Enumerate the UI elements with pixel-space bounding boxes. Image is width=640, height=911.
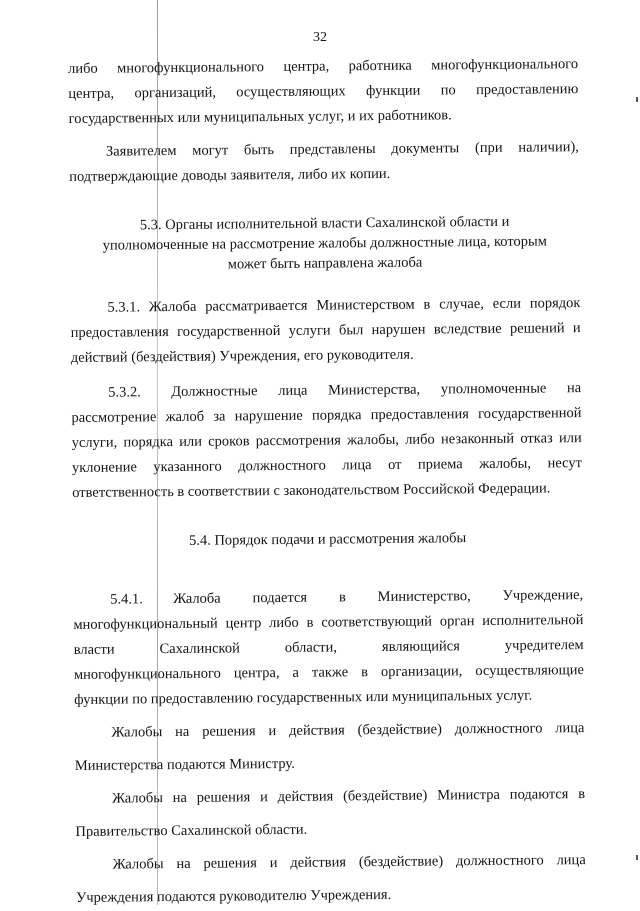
clause-text: Жалоба подается в Министерство, Учреждение, <box>173 587 584 608</box>
text-line: центра, организаций, осуществляющих функции по предоставлению <box>68 81 579 102</box>
document-body <box>68 52 586 911</box>
text-line: ответственность в соответствии с законодательством Российской Федерации. <box>72 480 551 501</box>
clause-text: Должностные лица Министерства, уполномоченные на <box>171 380 582 401</box>
text-line: действий (бездействия) Учреждения, его руководителя. <box>70 346 414 366</box>
text-line: уклонение указанного должностного лица от приема жалобы, несут <box>71 455 582 476</box>
text-line: функции по предоставлению государственных или муниципальных услуг. <box>74 687 533 708</box>
page-number: 32 <box>313 30 327 45</box>
text-line: 5.3.1. Жалоба рассматривается Министерством в случае, если порядок <box>107 295 581 316</box>
text-line: власти Сахалинской области, являющийся учредителем <box>73 637 584 658</box>
text-line: Жалобы на решения и действия (бездействие) должностного лица <box>111 720 585 741</box>
text-line: Жалобы на решения и действия (бездействие) должностного лица <box>112 852 586 873</box>
text-line: многофункционального центра, а также в организации, осуществляющие <box>73 662 584 683</box>
text-line: либо многофункционального центра, работника многофункционального <box>68 56 579 77</box>
heading-line: может быть направлена жалоба <box>227 254 423 273</box>
text-line: Заявителем могут быть представлены документы (при наличии), <box>105 139 579 160</box>
text-line: услуги, порядка или сроков рассмотрения жалобы, либо незаконный отказ или <box>71 430 582 451</box>
clause-number: 5.4.1. <box>110 591 143 608</box>
clause-number: 5.3.2. <box>108 384 141 401</box>
scan-speck <box>636 855 638 860</box>
text-line: Министерства подаются Министру. <box>74 755 295 774</box>
text-line: Жалобы на решения и действия (бездействие) Министра подаются в <box>112 786 586 807</box>
text-line: Учреждения подаются руководителю Учреждения. <box>75 886 392 906</box>
text-line: предоставления государственной услуги был нарушен вследствие решений и <box>70 320 581 341</box>
section-heading-5-4: 5.4. Порядок подачи и рассмотрения жалобы <box>188 530 467 549</box>
scan-speck <box>636 97 638 102</box>
text-line: многофункциональный центр либо в соответствующий орган исполнительной <box>73 612 584 633</box>
text-line: рассмотрение жалоб за нарушение порядка предоставления государственной <box>71 405 582 426</box>
text-line: Правительство Сахалинской области. <box>75 821 308 840</box>
section-heading-5-3 <box>70 211 581 276</box>
text-line: государственных или муниципальных услуг, и их работников. <box>68 107 452 127</box>
text-line: подтверждающие доводы заявителя, либо их копии. <box>69 165 391 185</box>
heading-line: 5.3. Органы исполнительной власти Сахалинской области и <box>139 213 510 234</box>
heading-line: уполномоченные на рассмотрение жалобы должностные лица, которым <box>102 233 547 254</box>
